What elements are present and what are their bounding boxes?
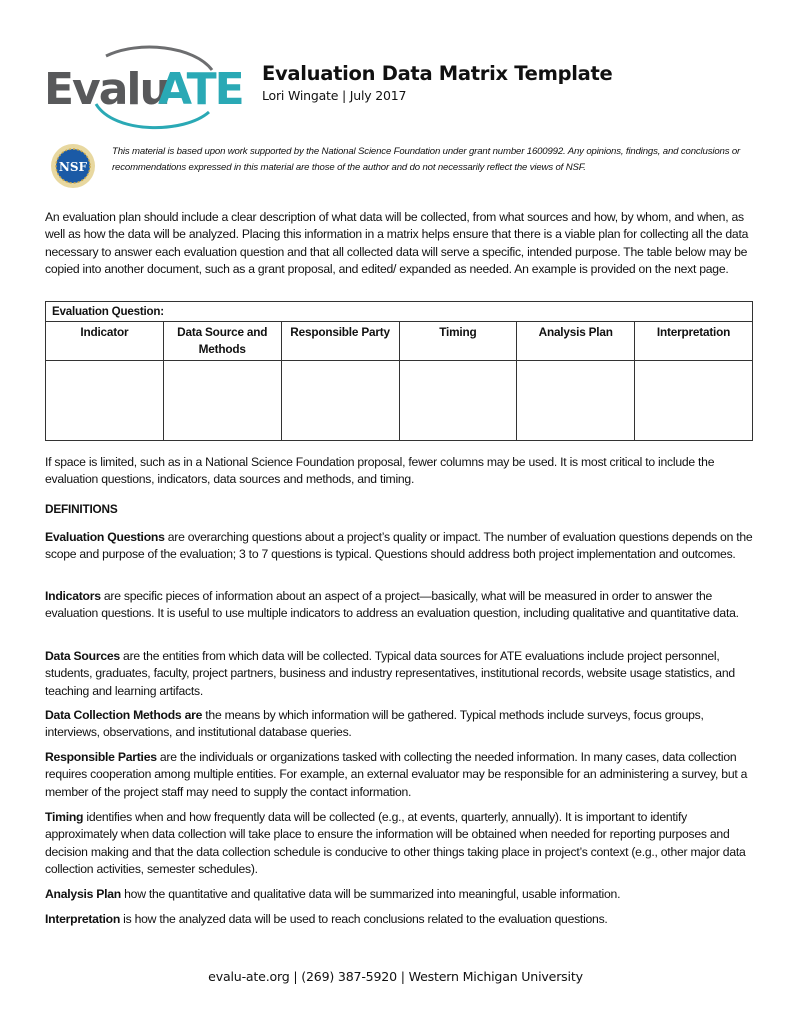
cell-data-source[interactable] <box>163 361 281 441</box>
definition-text: identifies when and how frequently data will be collected (e.g., at events, quarterly, annually). It is important to identify approximately when data collection will take place to ensure the information will be obtained when needed for reporting purposes and decision making and that the data collection schedule is conducive to other things taking place in project’s context (e.g., other major data collection activities, semester schedules). <box>45 810 746 876</box>
cell-analysis-plan[interactable] <box>517 361 635 441</box>
definition-text: the means by which information will be gathered. Typical methods include surveys, focus groups, interviews, observations, and institutional database queries. <box>45 708 704 740</box>
svg-text:ATE: ATE <box>158 64 243 115</box>
definition-term: Analysis Plan <box>45 887 122 901</box>
svg-text:NSF: NSF <box>58 160 88 174</box>
column-header-row <box>46 322 753 361</box>
svg-text:Evalu: Evalu <box>44 64 169 115</box>
space-limited-note: If space is limited, such as in a National Science Foundation proposal, fewer columns may be used. It is most critical to include the evaluation questions, indicators, data sources and methods, and timing. <box>45 455 715 487</box>
document-subtitle: Lori Wingate | July 2017 <box>262 88 407 103</box>
definition-timing <box>45 809 757 878</box>
intro-paragraph: An evaluation plan should include a clear description of what data will be collected, from what sources and how, by whom, and when, as well as how the data will be analyzed. Placing this information in a matrix helps ensure that there is a viable plan for collecting all the data necessary to answer each evaluation question and that all collected data will serve a specific, intended purpose. The table below may be copied into another document, such as a grant proposal, and edited/ expanded as needed. An example is provided on the next page. <box>45 210 749 276</box>
column-header-data-source: Data Source and Methods <box>163 322 281 361</box>
column-header-indicator: Indicator <box>46 322 164 361</box>
definition-term: Evaluation Questions <box>45 530 165 544</box>
definition-text: how the quantitative and qualitative data will be summarized into meaningful, usable information. <box>121 887 621 901</box>
column-header-interpretation: Interpretation <box>635 322 753 361</box>
definition-evaluation-questions <box>45 529 757 564</box>
cell-interpretation[interactable] <box>635 361 753 441</box>
evaluation-question-label[interactable]: Evaluation Question: <box>46 302 753 322</box>
definition-term: Timing <box>45 810 84 824</box>
table-row <box>46 361 753 441</box>
nsf-seal-icon <box>50 143 96 189</box>
title-block <box>262 62 612 103</box>
document-title: Evaluation Data Matrix Template <box>262 62 613 85</box>
cell-responsible-party[interactable] <box>281 361 399 441</box>
nsf-seal <box>50 143 96 189</box>
definitions-heading: DEFINITIONS <box>45 502 118 516</box>
definition-term: Data Sources <box>45 649 120 663</box>
evaluation-question-row <box>46 302 753 322</box>
definition-data-sources <box>45 648 757 700</box>
page-footer: evalu-ate.org | (269) 387-5920 | Western Michigan University <box>208 969 583 984</box>
evaluate-logo <box>44 42 244 130</box>
definition-text: is how the analyzed data will be used to reach conclusions related to the evaluation questions. <box>120 912 608 926</box>
definition-term: Data Collection Methods are <box>45 708 203 722</box>
definition-text: are overarching questions about a project’s quality or impact. The number of evaluation questions depends on the scope and purpose of the evaluation; 3 to 7 questions is typical. Questions should address both project implementation and outcomes. <box>45 530 753 562</box>
column-header-responsible-party: Responsible Party <box>281 322 399 361</box>
definition-term: Responsible Parties <box>45 750 157 764</box>
definition-text: are specific pieces of information about an aspect of a project—basically, what will be measured in order to answer the evaluation questions. It is useful to use multiple indicators to address an evaluation question, including qualitative and quantitative data. <box>45 589 739 621</box>
definition-responsible-parties <box>45 749 757 801</box>
cell-indicator[interactable] <box>46 361 164 441</box>
column-header-analysis-plan: Analysis Plan <box>517 322 635 361</box>
definition-indicators <box>45 588 757 623</box>
definition-interpretation <box>45 911 757 928</box>
nsf-disclaimer: This material is based upon work supported by the National Science Foundation under grant number 1600992. Any opinions, findings, and conclusions or recommendations expressed in this material are those of the author and do not necessarily reflect the views of NSF. <box>112 146 741 173</box>
definition-text: are the entities from which data will be collected. Typical data sources for ATE evaluations include project personnel, students, graduates, faculty, project partners, business and industry representatives, institutional records, website usage statistics, and teaching and learning artifacts. <box>45 649 735 698</box>
definition-analysis-plan <box>45 886 757 903</box>
definition-data-collection-methods <box>45 707 757 742</box>
evaluate-logo-icon <box>44 42 244 130</box>
definition-term: Indicators <box>45 589 101 603</box>
cell-timing[interactable] <box>399 361 517 441</box>
evaluation-matrix-table <box>45 301 753 441</box>
definition-text: are the individuals or organizations tasked with collecting the needed information. In many cases, data collection requires cooperation among multiple entities. For example, an external evaluator may be responsible for an administering a survey, but a member of the project staff may need to supply the contact information. <box>45 750 748 799</box>
column-header-timing: Timing <box>399 322 517 361</box>
definition-term: Interpretation <box>45 912 121 926</box>
